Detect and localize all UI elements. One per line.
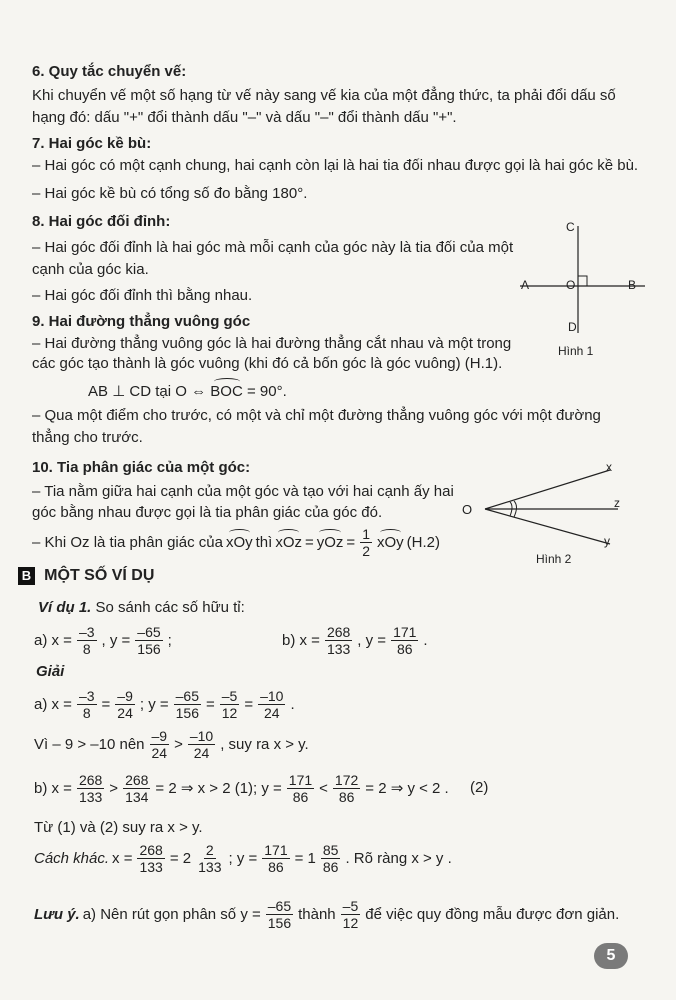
figure-1-label-c: C xyxy=(566,220,575,234)
section-b-heading xyxy=(18,566,154,586)
section-6-title-text: 6. Quy tắc chuyển vế: xyxy=(32,63,187,80)
section-7-line-2: – Hai góc kề bù có tổng số đo bằng 180°. xyxy=(32,185,308,202)
fraction-a-y: $\frac{-65}{156}$ xyxy=(137,624,161,657)
example-1-part-b: b) x = $\frac{268}{133}$ , y = $\frac{171}{86}$ . xyxy=(282,624,428,657)
page-number: 5 xyxy=(594,943,628,969)
section-8-line-1: – Hai góc đối đỉnh là hai góc mà mỗi cạnh của góc này là tia đối của một xyxy=(32,239,514,256)
section-b-title: MỘT SỐ VÍ DỤ xyxy=(44,567,155,584)
example-1-prompt: So sánh các số hữu tỉ: xyxy=(95,599,245,616)
formula-left: AB ⊥ CD tại O ⇔ xyxy=(88,383,207,400)
note-line: Lưu ý. a) Nên rút gọn phân số y = $\frac{-65}{156}$ thành $\frac{-5}{12}$ để việc quy đồng mẫu được đơn giản. xyxy=(34,898,620,931)
fraction-half: $\frac{1}{2}$ xyxy=(362,526,370,559)
figure-1-label-d: D xyxy=(568,320,577,334)
section-8-line-2: cạnh của góc kia. xyxy=(32,261,149,278)
fraction-a-x: $\frac{-3}{8}$ xyxy=(78,624,95,657)
angle-xoy-2: xOy xyxy=(376,533,404,551)
solution-title: Giải xyxy=(36,663,65,680)
note-label: Lưu ý. xyxy=(34,905,80,923)
section-9-line-2: các góc tạo thành là góc vuông (khi đó cả bốn góc là góc vuông) (H.1). xyxy=(32,355,503,372)
section-7-line-1: – Hai góc có một cạnh chung, hai cạnh còn lại là hai tia đối nhau được gọi là hai góc kề bù. xyxy=(32,157,639,174)
ray-ox xyxy=(485,470,610,509)
equals-sign-2: = xyxy=(346,533,356,551)
figure-2-label-o: O xyxy=(462,502,473,517)
figure-2-ref: (H.2) xyxy=(406,533,440,551)
section-6-line-1: Khi chuyển vế một số hạng từ vế này sang vế kia của một đẳng thức, ta phải đổi dấu số xyxy=(32,87,616,104)
figure-2-caption: Hình 2 xyxy=(536,552,572,566)
equals-sign: = xyxy=(304,533,314,551)
solution-conclusion: Từ (1) và (2) suy ra x > y. xyxy=(34,819,203,836)
solution-b-line-1: b) x = $\frac{268}{133}$ > $\frac{268}{134}$ = 2 ⇒ x > 2 (1); y = $\frac{171}{86}$ < $\frac{172}{86}$ = 2 ⇒ y < 2 . xyxy=(34,772,449,805)
section-10-line-1: – Tia nằm giữa hai cạnh của một góc và tạo với hai cạnh ấy hai xyxy=(32,483,454,500)
section-10-line-3 xyxy=(32,526,440,559)
section-7-title: 7. Hai góc kề bù: xyxy=(32,135,152,152)
solution-a-line-2: Vì – 9 > –10 nên $\frac{-9}{24}$ > $\frac{-10}{24}$ , suy ra x > y. xyxy=(34,728,309,761)
example-1-heading xyxy=(38,598,245,618)
figure-2-label-y: y xyxy=(604,534,610,548)
figure-1-label-o: O xyxy=(566,278,576,292)
formula-angle-boc: BOC xyxy=(210,383,243,400)
section-9-formula xyxy=(88,382,287,402)
section-b-badge: B xyxy=(18,567,35,585)
section-9-line-3: – Qua một điểm cho trước, có một và chỉ một đường thẳng vuông góc với một đường xyxy=(32,407,601,424)
ray-oy xyxy=(485,509,610,544)
section-6-line-2: hạng đó: dấu "+" đổi thành dấu "–" và dấu "–" đổi thành dấu "+". xyxy=(32,109,457,126)
figure-2-label-x: x xyxy=(606,460,612,474)
example-1-label: Ví dụ 1. xyxy=(38,599,92,616)
example-1-part-a: a) x = $\frac{-3}{8}$ , y = $\frac{-65}{156}$ ; xyxy=(34,624,172,657)
line-3-pre: – Khi Oz là tia phân giác của xyxy=(32,533,223,551)
right-angle-mark xyxy=(578,276,587,286)
line-3-mid: thì xyxy=(255,533,273,551)
section-9-title: 9. Hai đường thẳng vuông góc xyxy=(32,313,251,330)
solution-a-line-1: a) x = $\frac{-3}{8}$ = $\frac{-9}{24}$ ; y = $\frac{-65}{156}$ = $\frac{-5}{12}$ = $\frac{-10}{24}$ . xyxy=(34,688,295,721)
section-10-title: 10. Tia phân giác của một góc: xyxy=(32,459,251,476)
section-8-title: 8. Hai góc đối đỉnh: xyxy=(32,213,171,230)
angle-xoz: xOz xyxy=(275,533,302,551)
fraction-b-y: $\frac{171}{86}$ xyxy=(393,624,417,657)
section-8-line-3: – Hai góc đối đỉnh thì bằng nhau. xyxy=(32,287,253,304)
section-9-line-1: – Hai đường thẳng vuông góc là hai đường thẳng cắt nhau và một trong xyxy=(32,335,512,352)
solution-alternative: Cách khác. x = $\frac{268}{133}$ = 2 $\frac{2}{133}$ ; y = $\frac{171}{86}$ = 1 $\frac{85}{86}$ . Rõ ràng x > y . xyxy=(34,842,452,875)
section-6-title xyxy=(32,62,186,82)
solution-b-ref: (2) xyxy=(470,779,489,796)
section-9-line-4: thẳng cho trước. xyxy=(32,429,143,446)
angle-xoy: xOy xyxy=(225,533,253,551)
figure-1-caption: Hình 1 xyxy=(558,344,594,358)
angle-yoz: yOz xyxy=(316,533,344,551)
formula-right: = 90°. xyxy=(246,383,287,400)
fraction-b-x: $\frac{268}{133}$ xyxy=(326,624,351,657)
figure-1-label-b: B xyxy=(628,278,637,292)
figure-2-label-z: z xyxy=(614,496,620,510)
figure-1-label-a: A xyxy=(521,278,530,292)
section-10-line-2: góc bằng nhau được gọi là tia phân giác của góc đó. xyxy=(32,504,383,521)
